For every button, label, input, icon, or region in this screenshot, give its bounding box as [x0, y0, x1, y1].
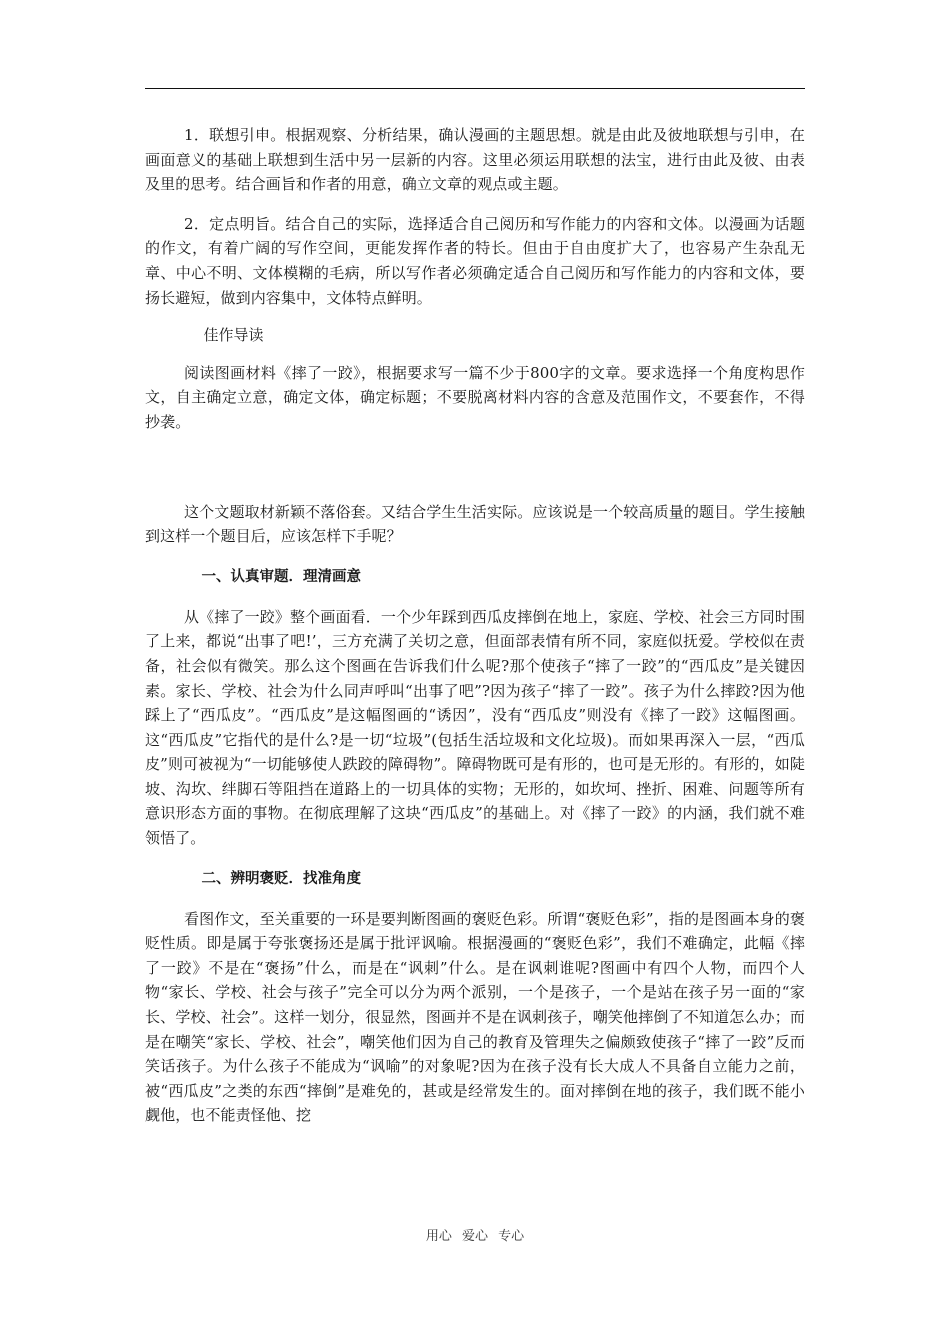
heading-section-two: 二、辨明褒贬．找准角度	[201, 870, 362, 887]
header-rule	[145, 88, 805, 89]
section-label-reading: 佳作导读	[203, 326, 264, 345]
page-footer: 用心 爱心 专心	[425, 1229, 525, 1244]
heading-section-one: 一、认真审题．理清画意	[201, 568, 362, 585]
paragraph-prompt: 阅读图画材料《摔了一跤》，根据要求写一篇不少于800字的文章。要求选择一个角度构思作文，自主确定立意，确定文体，确定标题；不要脱离材料内容的含意及范围作文，不要套作，不得抄袭。	[145, 363, 805, 431]
paragraph-association: 1．联想引申。根据观察、分析结果，确认漫画的主题思想。就是由此及彼地联想与引申，在画面意义的基础上联想到生活中另一层新的内容。这里必须运用联想的法宝，进行由此及彼、由表及里的思考。结合画旨和作者的用意，确立文章的观点或主题。	[145, 126, 805, 194]
document-body	[145, 123, 805, 1128]
paragraph-judgement: 看图作文，至关重要的一环是要判断图画的褒贬色彩。所谓“褒贬色彩”，指的是图画本身的褒贬性质。即是属于夸张褒扬还是属于批评讽喻。根据漫画的“褒贬色彩”，我们不难确定，此幅《摔了一跤》不是在“褒扬”什么，而是在“讽刺”什么。是在讽刺谁呢?图画中有四个人物，而四个人物“家长、学校、社会与孩子”完全可以分为两个派别，一个是孩子，一个是站在孩子另一面的“家长、学校、社会”。这样一划分，很显然，图画并不是在讽刺孩子，嘲笑他摔倒了不知道怎么办；而是在嘲笑“家长、学校、社会”，嘲笑他们因为自己的教育及管理失之偏颇致使孩子“摔了一跤”反而笑话孩子。为什么孩子不能成为“讽喻”的对象呢?因为在孩子没有长大成人不具备自立能力之前，被“西瓜皮”之类的东西“摔倒”是难免的，甚或是经常发生的。面对摔倒在地的孩子，我们既不能小觑他，也不能责怪他、挖	[145, 909, 805, 1125]
paragraph-analysis: 从《摔了一跤》整个画面看．一个少年踩到西瓜皮摔倒在地上，家庭、学校、社会三方同时围了上来，都说“出事了吧!’，三方充满了关切之意，但面部表情有所不同，家庭似抚爱。学校似在责备，社会似有微笑。那么这个图画在告诉我们什么呢?那个使孩子“摔了一跤”的“西瓜皮”是关键因素。家长、学校、社会为什么同声呼叫“出事了吧”?因为孩子“摔了一跤”。孩子为什么摔跤?因为他踩上了“西瓜皮”。“西瓜皮”是这幅图画的“诱因”，没有“西瓜皮”则没有《摔了一跤》这幅图画。这“西瓜皮”它指代的是什么?是一切“垃圾”(包括生活垃圾和文化垃圾)。而如果再深入一层，“西瓜皮”则可被视为“一切能够使人跌跤的障碍物”。障碍物既可是有形的，也可是无形的。有形的，如陡坡、沟坎、绊脚石等阻挡在道路上的一切具体的实物；无形的，如坎坷、挫折、困难、问题等所有意识形态方面的事物。在彻底理解了这块“西瓜皮”的基础上。对《摔了一跤》的内涵，我们就不难领悟了。	[145, 607, 805, 848]
paragraph-intro: 这个文题取材新颖不落俗套。又结合学生生活实际。应该说是一个较高质量的题目。学生接触到这样一个题目后，应该怎样下手呢？	[145, 502, 805, 546]
paragraph-theme: 2．定点明旨。结合自己的实际，选择适合自己阅历和写作能力的内容和文体。以漫画为话题的作文，有着广阔的写作空间，更能发挥作者的特长。但由于自由度扩大了，也容易产生杂乱无章、中心不明、文体模糊的毛病，所以写作者必须确定适合自己阅历和写作能力的内容和文体，要扬长避短，做到内容集中，文体特点鲜明。	[145, 214, 805, 307]
